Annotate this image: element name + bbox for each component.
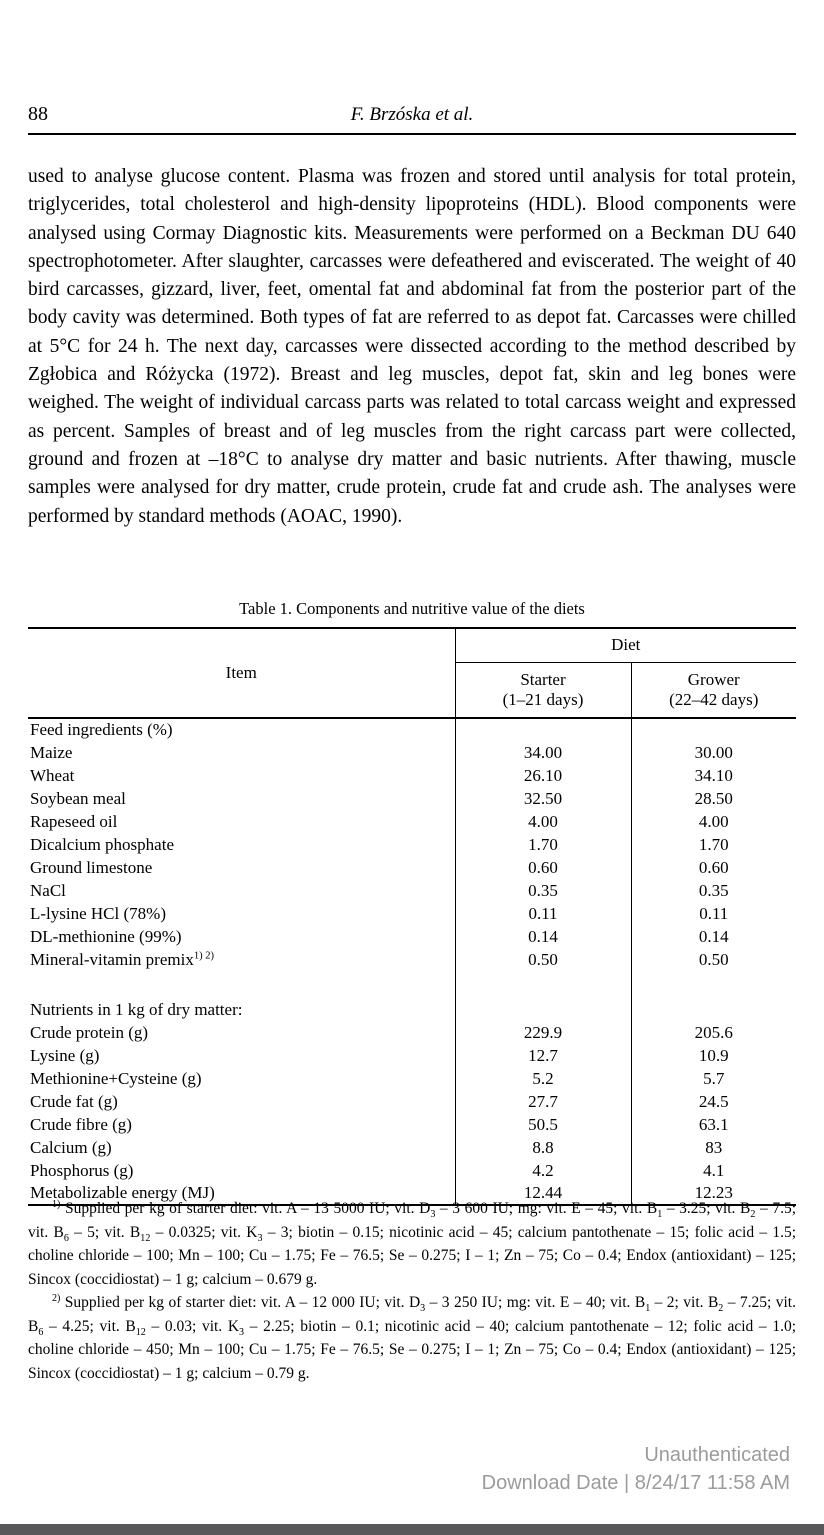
val-starter: 12.44: [455, 1182, 631, 1205]
stamp-download-date: Download Date | 8/24/17 11:58 AM: [481, 1472, 790, 1494]
row-label: Metabolizable energy (MJ): [28, 1182, 455, 1205]
row-label: Ground limestone: [28, 856, 455, 879]
val-grower: 30.00: [694, 742, 733, 762]
val-grower: 0.60: [698, 857, 729, 877]
val-starter: [455, 998, 631, 1021]
val-starter: 0.60: [455, 856, 631, 879]
row-label: Lysine (g): [28, 1044, 455, 1067]
val-starter: 0.50: [455, 948, 631, 971]
val-grower: 0.35: [698, 880, 729, 900]
row-label: Methionine+Cysteine (g): [28, 1067, 455, 1090]
subscript: 6: [63, 1232, 69, 1244]
running-title: F. Brzóska et al.: [350, 104, 474, 125]
val-starter: 26.10: [455, 764, 631, 787]
table-row: [28, 925, 796, 948]
item-column-header: Item: [28, 628, 455, 718]
table-row: [28, 764, 796, 787]
val-grower: 1.70: [698, 834, 729, 854]
val-starter: 0.35: [455, 879, 631, 902]
table-row: [28, 902, 796, 925]
val-grower: 34.10: [694, 765, 733, 785]
table-row: [28, 856, 796, 879]
subscript: 6: [38, 1326, 44, 1338]
val-starter: 8.8: [455, 1136, 631, 1159]
val-starter: 4.00: [455, 810, 631, 833]
table-row: [28, 810, 796, 833]
starter-column-range: (1–21 days): [502, 689, 584, 709]
row-label: Soybean meal: [28, 787, 455, 810]
table-row: [28, 1021, 796, 1044]
page-number: 88: [28, 103, 48, 125]
row-label: DL-methionine (99%): [28, 925, 455, 948]
val-grower: 63.1: [698, 1114, 729, 1134]
table-footnotes: [28, 1197, 796, 1385]
table-spacer-row: [28, 971, 796, 998]
row-label: Maize: [28, 741, 455, 764]
row-label: Wheat: [28, 764, 455, 787]
row-label: Crude protein (g): [28, 1021, 455, 1044]
grower-column-range: (22–42 days): [669, 689, 759, 709]
table-row: [28, 1136, 796, 1159]
diet-group-header: Diet: [455, 628, 796, 662]
val-starter: [455, 971, 631, 998]
val-grower: 10.9: [698, 1045, 729, 1065]
table-row: [28, 833, 796, 856]
table-row: [28, 787, 796, 810]
val-starter: 5.2: [455, 1067, 631, 1090]
subscript: 2: [718, 1303, 724, 1315]
val-grower: 4.1: [703, 1160, 725, 1180]
val-grower: 0.11: [699, 903, 729, 923]
footnote-2: $^{2)}$ Supplied per kg of starter diet: vit. A – 12 000 IU; vit. $D_3 - 3$ 250 IU; mg: vit. E – 40; vit. $B_1 - 2$; vit. $B_2 - 7.25$; vit. $B_6 - 4.25$; vit. $B_{12} - 0.03$; vit. $K_3 - 2.25$; biotin – 0.1; nicotinic acid – 40; calcium pantothenate – 12; folic acid – 1.0; choline chloride – 450; Mn – 100; Cu – 1.75; Fe – 76.5; Se – 0.275; I – 1; Zn – 75; Co – 0.4; Endox (antioxidant) – 125; Sincox (coccidiostat) – 1 g; calcium – 0.79 g.: [28, 1292, 797, 1382]
subscript: 3: [239, 1326, 245, 1338]
subscript: 2: [750, 1209, 756, 1221]
val-grower: [631, 998, 796, 1021]
superscript: 2): [52, 1292, 61, 1304]
val-starter: [455, 718, 631, 741]
table-row: [28, 1159, 796, 1182]
table-row: [28, 948, 796, 971]
subscript: 12: [135, 1326, 146, 1338]
subscript: 3: [430, 1209, 436, 1221]
grower-column-name: Grower: [687, 669, 740, 689]
row-label: NaCl: [28, 879, 455, 902]
val-grower: 0.50: [698, 949, 729, 969]
viewer-bottom-bar: [0, 1524, 824, 1535]
row-label: Crude fat (g): [28, 1090, 455, 1113]
subscript: 12: [140, 1232, 151, 1244]
val-grower: 0.14: [698, 926, 729, 946]
val-starter: 12.7: [455, 1044, 631, 1067]
row-label: Rapeseed oil: [28, 810, 455, 833]
table-row: [28, 741, 796, 764]
row-label: Dicalcium phosphate: [28, 833, 455, 856]
val-starter: 4.2: [455, 1159, 631, 1182]
table-row: [28, 998, 796, 1021]
subscript: 3: [257, 1232, 263, 1244]
row-label: Feed ingredients (%): [28, 718, 455, 741]
val-starter: 50.5: [455, 1113, 631, 1136]
val-grower: 83: [705, 1137, 723, 1157]
val-starter: 229.9: [455, 1021, 631, 1044]
table-caption: Table 1. Components and nutritive value of the diets: [239, 599, 585, 618]
table-row: [28, 1044, 796, 1067]
starter-column-name: Starter: [520, 669, 566, 689]
row-label: L-lysine HCl (78%): [28, 902, 455, 925]
download-stamp: [482, 1441, 790, 1497]
val-starter: 32.50: [455, 787, 631, 810]
table-row: [28, 879, 796, 902]
val-grower: [631, 971, 796, 998]
row-label: Crude fibre (g): [28, 1113, 455, 1136]
subscript: 1: [657, 1209, 663, 1221]
table-row: [28, 1113, 796, 1136]
val-grower: 28.50: [694, 788, 733, 808]
val-grower: 4.00: [698, 811, 729, 831]
body-paragraph: used to analyse glucose content. Plasma was frozen and stored until analysis for total protein, triglycerides, total cholesterol and high-density lipoproteins (HDL). Blood components were analysed using Cormay Diagnostic kits. Measurements were performed on a Beckman DU 640 spectrophotometer. After slaughter, carcasses were defeathered and eviscerated. The weight of 40 bird carcasses, gizzard, liver, feet, omental fat and abdominal fat from the posterior part of the body cavity was determined. Both types of fat are referred to as depot fat. Carcasses were chilled at 5°C for 24 h. The next day, carcasses were dissected according to the method described by Zgłobica and Różycka (1972). Breast and leg muscles, depot fat, skin and leg bones were weighed. The weight of individual carcass parts was related to total carcass weight and expressed as percent. Samples of breast and of leg muscles from the right carcass part were collected, ground and frozen at –18°C to analyse dry matter and basic nutrients. After thawing, muscle samples were analysed for dry matter, crude protein, crude fat and crude ash. The analyses were performed by standard methods (AOAC, 1990).: [28, 166, 796, 527]
row-label: [28, 971, 455, 998]
row-label: Phosphorus (g): [28, 1159, 455, 1182]
val-starter: 34.00: [455, 741, 631, 764]
grower-column-header: [631, 662, 796, 718]
subscript: 3: [420, 1303, 426, 1315]
footnote-marker: 1) 2): [193, 949, 215, 961]
val-grower: 5.7: [703, 1068, 725, 1088]
starter-column-header: [455, 662, 631, 718]
footnote-1: $^{1)}$ Supplied per kg of starter diet: vit. A – 13 5000 IU; vit. $D_3 - 3$ 600 IU; mg: vit. E – 45; vit. $B_1 - 3.25$; vit. $B_2 - 7.5$; vit. $B_6 - 5$; vit. $B_{12} - 0.0325$; vit. $K_3 - 3$; biotin – 0.15; nicotinic acid – 45; calcium pantothenate – 15; folic acid – 1.5; choline chloride – 100; Mn – 100; Cu – 1.75; Fe – 76.5; Se – 0.275; I – 1; Zn – 75; Co – 0.4; Endox (antioxidant) – 125; Sincox (coccidiostat) – 1 g; calcium – 0.679 g.: [28, 1198, 797, 1288]
val-starter: 0.11: [455, 902, 631, 925]
superscript: 1): [52, 1198, 61, 1210]
val-grower: 12.23: [694, 1183, 733, 1202]
val-grower: [631, 718, 796, 741]
row-label: Mineral-vitamin premix$^{1) 2)}$: [28, 948, 455, 971]
row-label: Calcium (g): [28, 1136, 455, 1159]
table-row: [28, 1090, 796, 1113]
row-label: Nutrients in 1 kg of dry matter:: [28, 998, 455, 1021]
table-body: [28, 718, 796, 1205]
val-starter: 0.14: [455, 925, 631, 948]
diet-table: [28, 627, 796, 1206]
table-header: [28, 628, 796, 718]
val-grower: 24.5: [698, 1091, 729, 1111]
table-row: [28, 1067, 796, 1090]
val-starter: 27.7: [455, 1090, 631, 1113]
table-row: [28, 718, 796, 741]
val-grower: 205.6: [694, 1022, 733, 1042]
stamp-unauthenticated: Unauthenticated: [644, 1444, 790, 1466]
subscript: 1: [645, 1303, 651, 1315]
val-starter: 1.70: [455, 833, 631, 856]
running-head: [28, 104, 796, 135]
